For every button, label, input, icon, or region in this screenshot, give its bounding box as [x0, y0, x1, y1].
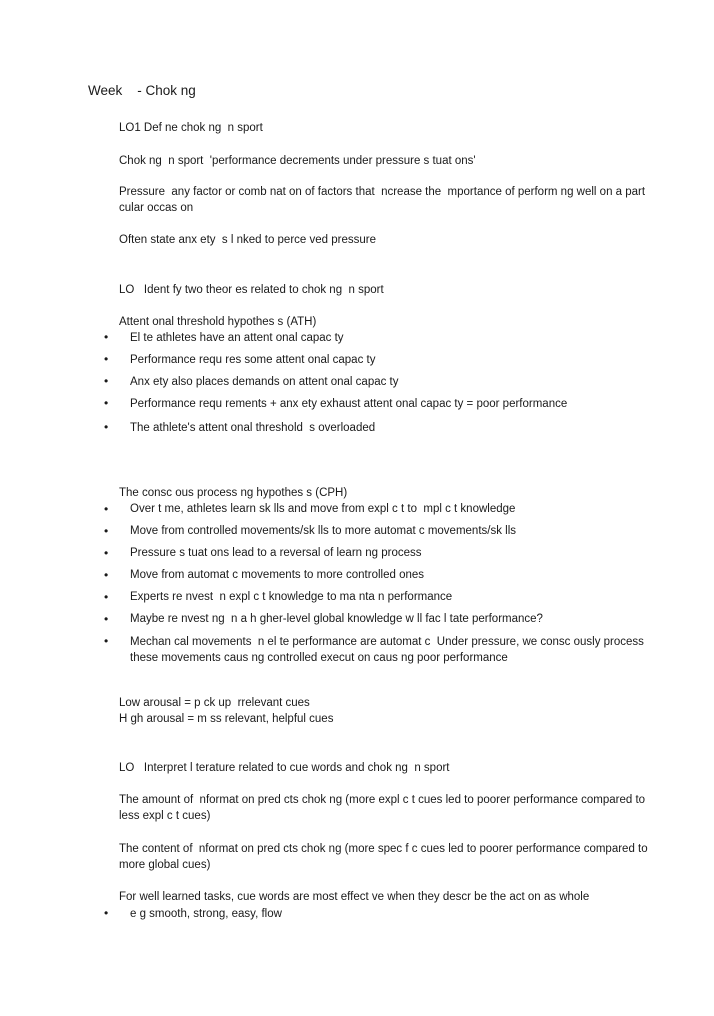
list-item: Mechan cal movements n el te performance are automat c Under pressure, we consc ously process these movements caus ng controlled execut on caus ng poor performance: [130, 636, 648, 664]
lo3-heading: LO Interpret l terature related to cue words and chok ng n sport: [119, 762, 450, 774]
bullet-icon: •: [104, 420, 109, 434]
list-item: Over t me, athletes learn sk lls and move from expl c t to mpl c t knowledge: [130, 503, 516, 515]
lo2-heading: LO Ident fy two theor es related to chok ng n sport: [119, 284, 384, 296]
list-item: e g smooth, strong, easy, flow: [130, 908, 282, 920]
page-title: Week - Chok ng: [88, 83, 196, 98]
cue-words-note: For well learned tasks, cue words are most effect ve when they descr be the act on as whole: [119, 891, 590, 903]
bullet-icon: •: [104, 330, 109, 344]
list-item: Experts re nvest n expl c t knowledge to ma nta n performance: [130, 591, 453, 603]
bullet-icon: •: [104, 612, 109, 626]
lo1-heading: LO1 Def ne chok ng n sport: [119, 122, 263, 134]
list-item: Pressure s tuat ons lead to a reversal of learn ng process: [130, 547, 422, 559]
list-item: Performance requ res some attent onal capac ty: [130, 354, 376, 366]
list-item: Anx ety also places demands on attent onal capac ty: [130, 376, 399, 388]
ath-heading: Attent onal threshold hypothes s (ATH): [119, 316, 317, 328]
bullet-icon: •: [104, 634, 109, 648]
bullet-icon: •: [104, 396, 109, 410]
choking-definition: Chok ng n sport 'performance decrements under pressure s tuat ons': [119, 155, 476, 167]
bullet-icon: •: [104, 524, 109, 538]
bullet-icon: •: [104, 590, 109, 604]
list-item: Maybe re nvest ng n a h gher-level global knowledge w ll fac l tate performance?: [130, 613, 543, 625]
list-item: El te athletes have an attent onal capac ty: [130, 332, 344, 344]
bullet-icon: •: [104, 374, 109, 388]
bullet-icon: •: [104, 546, 109, 560]
amount-information: The amount of nformat on pred cts chok ng (more expl c t cues led to poorer performance compared to less expl c t cues): [119, 794, 649, 822]
pressure-definition: Pressure any factor or comb nat on of factors that ncrease the mportance of perform ng well on a part cular occas on: [119, 186, 649, 214]
bullet-icon: •: [104, 502, 109, 516]
bullet-icon: •: [104, 568, 109, 582]
cph-heading: The consc ous process ng hypothes s (CPH): [119, 487, 348, 499]
list-item: The athlete's attent onal threshold s overloaded: [130, 422, 376, 434]
list-item: Move from automat c movements to more controlled ones: [130, 569, 425, 581]
arousal-high: H gh arousal = m ss relevant, helpful cues: [119, 713, 334, 725]
list-item: Move from controlled movements/sk lls to more automat c movements/sk lls: [130, 525, 517, 537]
list-item: Performance requ rements + anx ety exhaust attent onal capac ty = poor performance: [130, 398, 568, 410]
arousal-low: Low arousal = p ck up rrelevant cues: [119, 697, 310, 709]
content-information: The content of nformat on pred cts chok ng (more spec f c cues led to poorer performance compared to more global cues): [119, 843, 651, 871]
bullet-icon: •: [104, 352, 109, 366]
bullet-icon: •: [104, 906, 109, 920]
anxiety-note: Often state anx ety s l nked to perce ved pressure: [119, 234, 376, 246]
